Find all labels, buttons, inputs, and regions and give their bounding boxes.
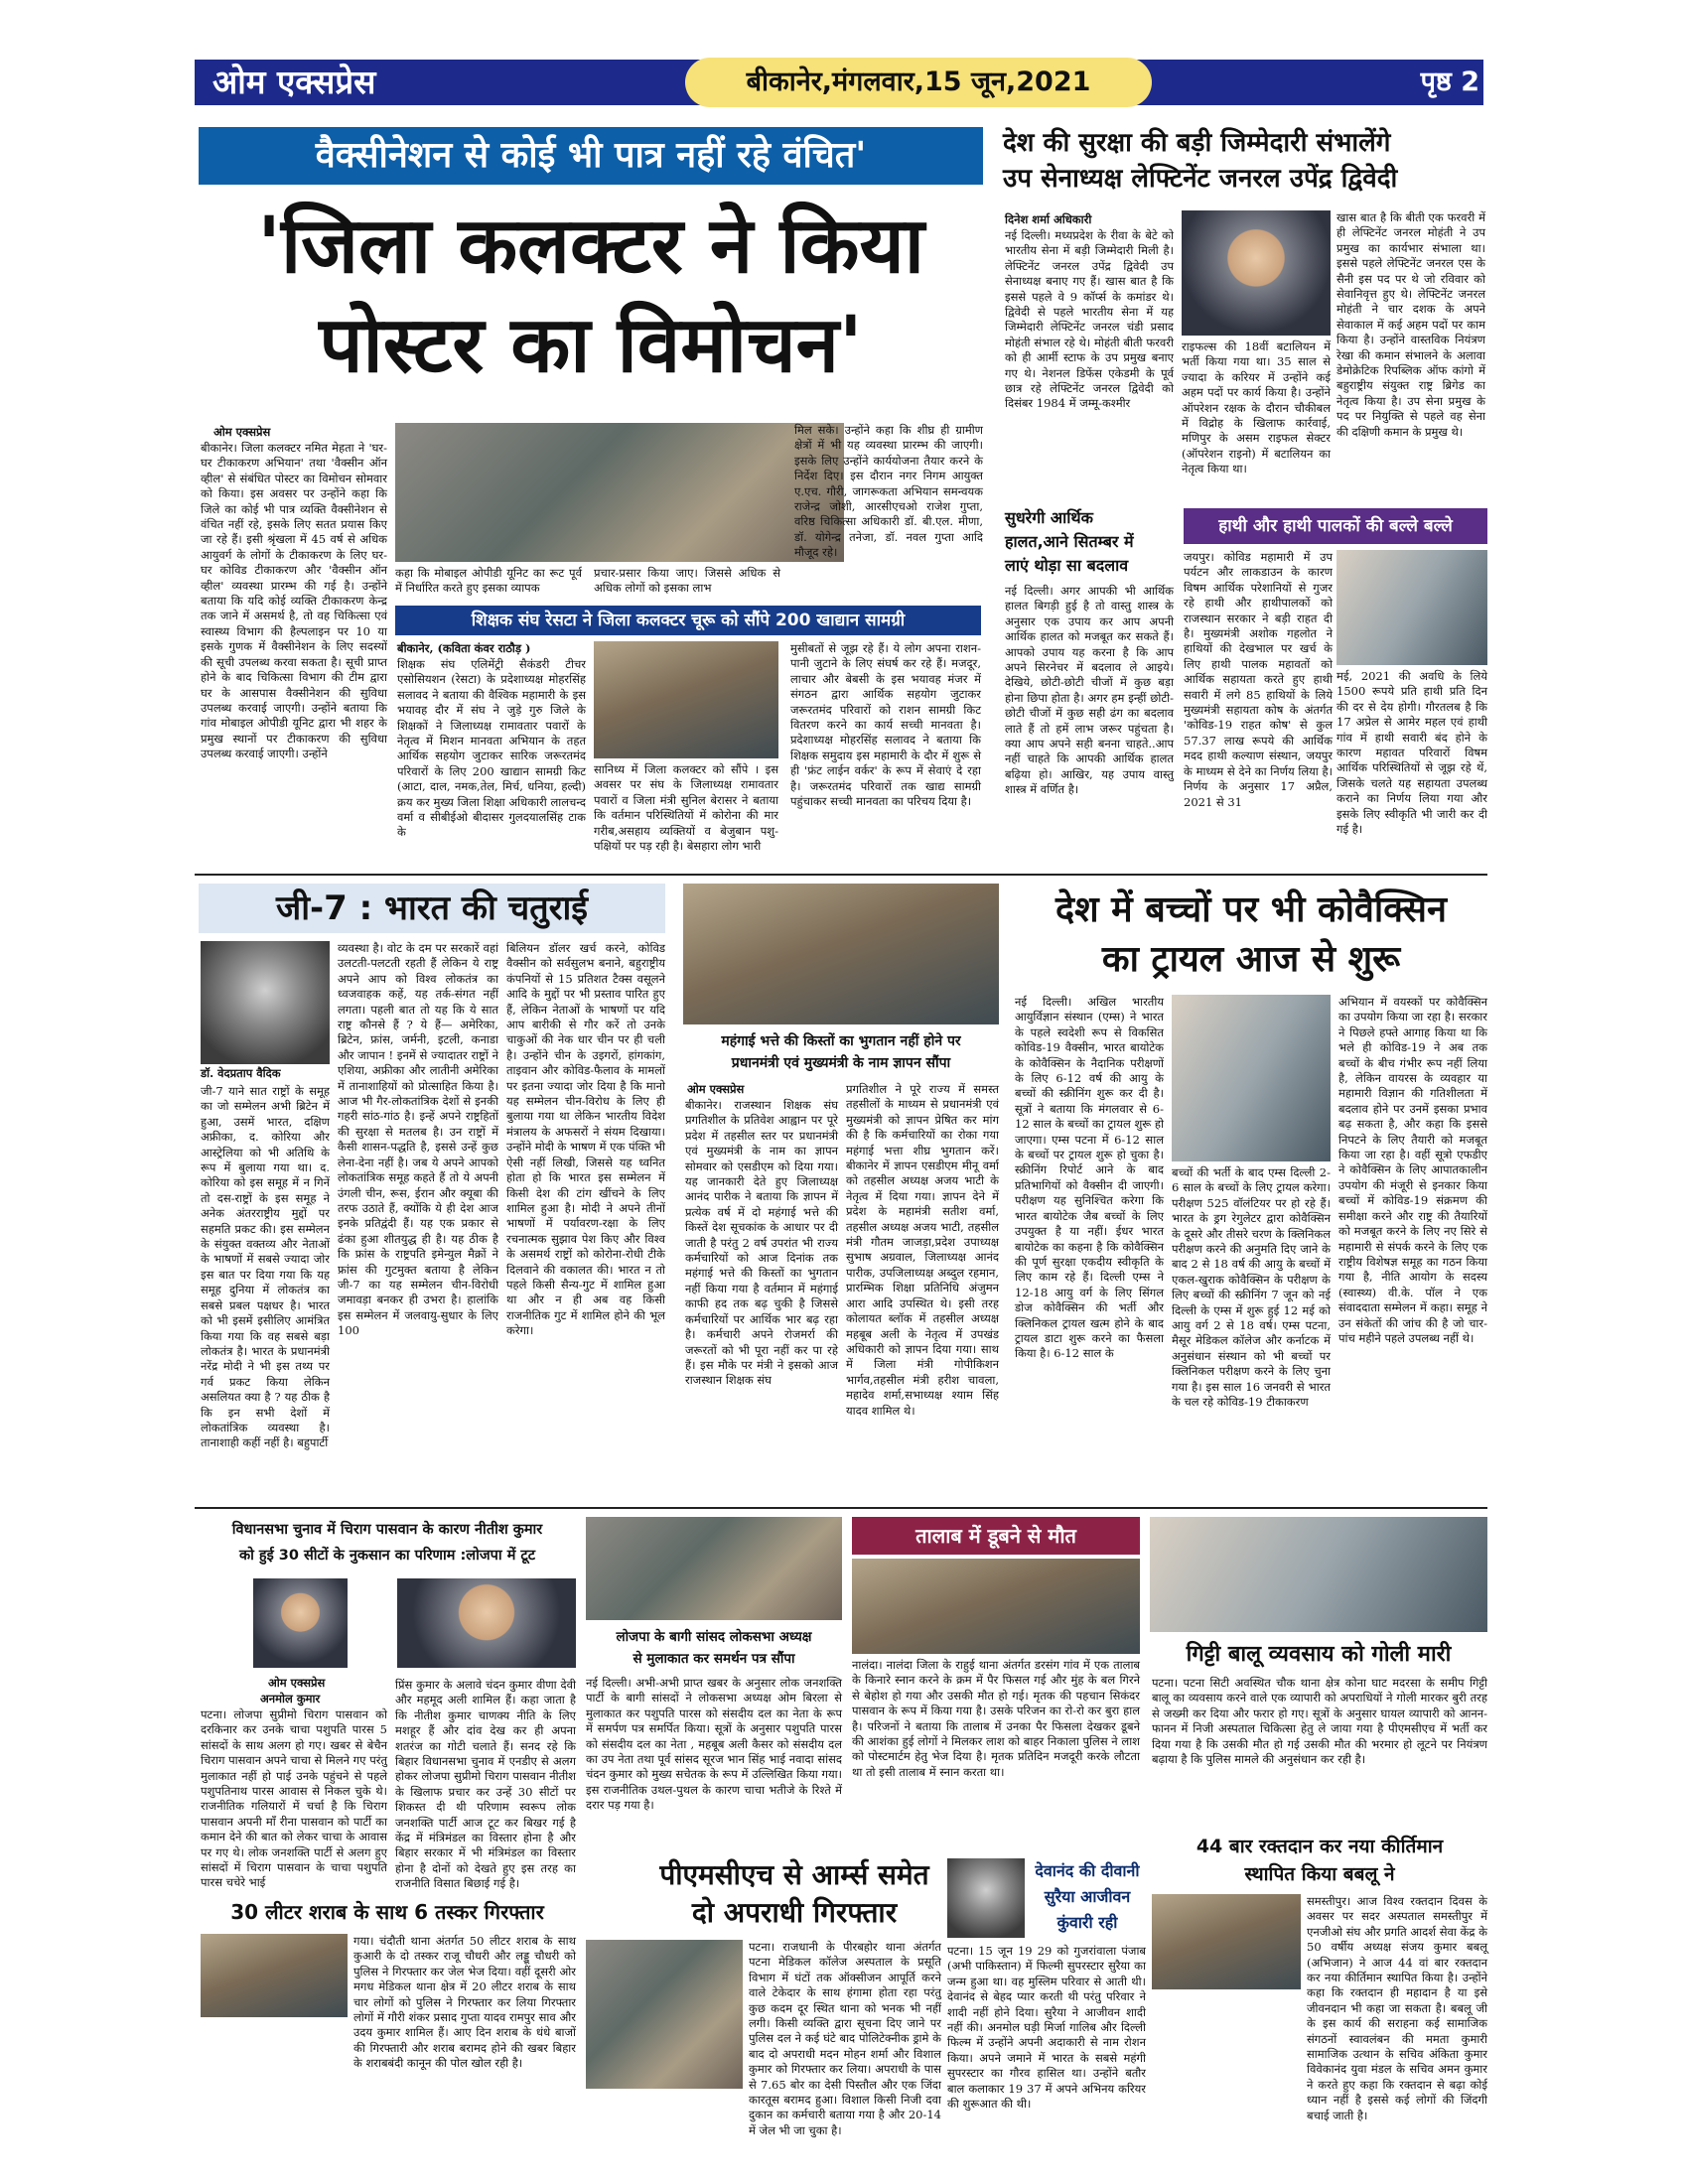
gitti-body: पटना। पटना सिटी अवस्थित चौक थाना क्षेत्र कोना घाट मदरसा के समीप गिट्टी बालू का व्यवसाय करने वाले एक व्यापारी को अपराधियों ने गोली मारकर बुरी तरह से जख्मी कर दिया और फरार हो गए। सूत्रों के अनुसार घायल व्यापारी को आनन-फानन में निजी अस्पताल चिकित्सा हेतु ले जाया गया है पीएमसीएच में भर्ती कर दिया गया है कि उसकी मौत हो गई उसकी मौत की भरमार हो लूटने पर नियंत्रण बढ़ाया है कि पुलिस मामले की अनुसंधान कर रही है। [1152,1676,1487,1767]
economy-headline-line1: सुधरेगी आर्थिक [1005,508,1093,527]
resta-byline: बीकानेर, (कविता कंवर राठौड़ ) [397,641,531,655]
gitti-headline: गिट्टी बालू व्यवसाय को गोली मारी [1186,1642,1452,1667]
pond-photo [852,1559,1140,1654]
army-byline: दिनेश शर्मा अधिकारी [1005,212,1092,226]
covaxin-body-col2: बच्चों की भर्ती के बाद एम्स दिल्ली 2-6 साल के बच्चों के लिए ट्रायल करेगा। परीक्षण 525 वॉलंटियर पर हो रहे हैं। भारत के ड्रग रेगुलेटर द्वारा कोवैक्सिन के दूसरे और तीसरे चरण के क्लिनिकल परीक्षण करने की अनुमति दिए जाने के बाद 2 से 18 वर्ष की आयु के बच्चों में एकल-खुराक कोवैक्सिन के परीक्षण के लिए बच्चों की स्क्रीनिंग 7 जून को नई दिल्ली के एम्स में शुरू हुई 12 मई को आयु वर्ग 2 से 18 वर्ष। एम्स पटना, मैसूर मेडिकल कॉलेज और कर्नाटक में अनुसंधान संस्थान को भी बच्चों पर क्लिनिकल परीक्षण करने के लिए चुना गया है। इस साल 16 जनवरी से भारत के चल रहे कोविड-19 टीकाकरण [1172,1165,1332,1410]
masthead-date: बीकानेर,मंगलवार,15 जून,2021 [685,58,1152,107]
resta-body-col3: मुसीबतों से जूझ रहे हैं। ये लोग अपना राशन-पानी जुटाने के लिए संघर्ष कर रहे हैं। मजदूर, लाचार और बेबसी के इस भयावह मंजर में संगठन द्वारा आर्थिक सहयोग जुटाकर जरूरतमंद परिवारों को राशन सामग्री किट वितरण करने का कार्य सच्ची मानवता है। प्रदेशाध्यक्ष मोहरसिंह सलावद ने बताया कि शिक्षक समुदाय इस महामारी के दौर में शुरू से ही 'फ्रंट लाईन वर्कर' के रूप में सेवाएं दे रहा है। जरूरतमंद परिवारों तक खाद्य सामग्री पहुंचाकर सच्ची मानवता का परिचय दिया है। [790,641,981,809]
resta-photo [594,641,778,758]
da-headline-line1: महंगाई भत्ते की किस्तों का भुगतान नहीं होने पर [721,1033,961,1049]
covaxin-photo [1172,995,1331,1161]
lead-kicker: वैक्सीनेशन से कोई भी पात्र नहीं रहे वंचित' [315,135,867,176]
pond-body: नालंदा। नालंदा जिला के राहुई थाना अंतर्गत डरसंग गांव में एक तालाब के किनारे स्नान करने के क्रम में पैर फिसल गई और मुंह के बल गिरने से बेहोश हो गया और उसकी मौत हो गई। मृतक की पहचान सिकंदर पासवान के रूप में किया गया है। उसके परिजन का रो-रो कर बुरा हाल है। परिजनों ने बताया कि तालाब में उनका पैर फिसला देखकर डूबने की आशंका हुई लोगों ने मिलकर लाश को बाहर निकाला पुलिस ने लाश को पोस्टमार्टम हेतु भेज दिया है। मृतक प्रतिदिन मजदूरी करके लौटता था तो इसी तालाब में स्नान करता था। [852,1658,1140,1779]
gitti-photo [1150,1517,1487,1632]
chirag-photo-nitish [253,1578,348,1668]
suraiya-headline-line3: कुंवारी रही [1056,1913,1118,1932]
section-divider-2 [195,1507,1487,1509]
da-body-col1: बीकानेर। राजस्थान शिक्षक संघ प्रगतिशील के प्रतिवेश आह्वान पर पूरे प्रदेश में तहसील स्तर पर प्रधानमंत्री एवं मुख्यमंत्री के नाम का ज्ञापन सोमवार को एसडीएम को दिया गया। यह जानकारी देते हुए जिलाध्यक्ष आनंद पारीक ने बताया कि ज्ञापन में प्रत्येक वर्ष में दो महंगाई भत्ते की किस्तें देश सूचकांक के आधार पर दी जाती है परंतु 2 वर्ष उपरांत भी राज्य कर्मचारियों को आज दिनांक तक महंगाई भत्ते की किस्तों का भुगतान नहीं किया गया है वर्तमान में महंगाई काफी हद तक बढ़ चुकी है जिससे कर्मचारियों पर आर्थिक भार बढ़ रहा है। कर्मचारी अपने रोजमर्रा की जरूरतों को भी पूरा नहीं कर पा रहे हैं। इस मौके पर मंत्री ने इसको आज राजस्थान शिक्षक संघ [685,1098,838,1388]
economy-headline-line2: हालत,आने सितम्बर में [1005,532,1134,551]
g7-headline: जी-7 : भारत की चतुराई [275,888,589,928]
lead-body-col1: बीकानेर। जिला कलक्टर नमित मेहता ने 'घर-घर टीकाकरण अभियान' तथा 'वैक्सीन ऑन व्हील' से संबंधित पोस्टर का विमोचन सोमवार को किया। इस अवसर पर उन्होंने कहा कि जिले का कोई भी पात्र व्यक्ति वैक्सीनेशन से वंचित नहीं रहे, इसके लिए सतत प्रयास किए जा रहे हैं। इसी श्रृंखला में 45 वर्ष से अधिक आयुवर्ग के लोगों के टीकाकरण के लिए घर-घर कोविड टीकाकरण और 'वैक्सीन ऑन व्हील' व्यवस्था प्रारम्भ की गई है। उन्होंने बताया कि यदि कोई व्यक्ति टीकाकरण केन्द्र तक जाने में असमर्थ है, तो वह चिकित्सा एवं स्वास्थ्य विभाग की हैल्पलाइन पर 10 या इसके गुणक में वैक्सीनेशन के लिए सदस्यों की सूची उपलब्ध करवा सकता है। सूची प्राप्त होने के बाद चिकित्सा विभाग की टीम द्वारा घर के आसपास वैक्सीनेशन की सुविधा उपलब्ध करवाई जाएगी। उन्होंने बताया कि गांव मोबाइल ओपीडी यूनिट द्वारा भी शहर के प्रमुख स्थानों पर टीकाकरण की सुविधा उपलब्ध करवाई जाएगी। उन्होंने [201,441,387,761]
masthead-title: ओम एक्सप्रेस [212,63,376,101]
ljp-headline-line2: से मुलाकात कर समर्थन पत्र सौंपा [633,1651,795,1667]
chirag-byline: ओम एक्सप्रेस [268,1676,326,1690]
g7-body-col2: व्यवस्था है। वोट के दम पर सरकारें वहां उलटती-पलटती रहती हैं लेकिन ये राष्ट्र अपने आप को विश्व लोकतंत्र का ध्वजवाहक कहें, यह तर्क-संगत नहीं लगता। पहली बात तो यह कि ये सात राष्ट्र कौनसे हैं ? ये हैं— अमेरिका, ब्रिटेन, फ्रांस, जर्मनी, इटली, कनाडा और जापान ! इनमें से ज्यादातर राष्ट्रों ने एशिया, अफ्रीका और लातीनी अमेरिका में तानाशाहियों को प्रोत्साहित किया है। आज भी गैर-लोकतांत्रिक देशों से इनकी गहरी सांठ-गांठ है। इन्हें अपने राष्ट्रहितों की सुरक्षा से मतलब है। उन राष्ट्रों में कैसी शासन-पद्धति है, इससे उन्हें कुछ लेना-देना नहीं है। जब ये अपने आपको लोकतांत्रिक समूह कहते हैं तो ये अपनी उंगली चीन, रूस, ईरान और क्यूबा की तरफ उठाते हैं, क्योंकि ये ही देश आज इनके प्रतिद्वंदी हैं। यह एक प्रकार से ढंका हुआ शीतयुद्ध ही है। यह ठीक है कि फ्रांस के राष्ट्रपति इमेन्युल मैक्रों ने फ्रांस की गुटमुक्त बताया है लेकिन जी-7 का यह सम्मेलन चीन-विरोधी जमावड़ा बनकर ही उभरा है। हालांकि इस सम्मेलन में जलवायु-सुधार के लिए 100 [338,941,498,1338]
suraiya-photo [947,1858,1025,1938]
lead-headline-line1: 'जिला कलक्टर ने किया [257,202,924,291]
elephant-body-col1: जयपुर। कोविड महामारी में उप पर्यटन और लाकडाउन के कारण विषम आर्थिक परेशानियों से गुजर रहे हाथी और हाथीपालकों को राजस्थान सरकार ने बड़ी राहत दी है। मुख्यमंत्री अशोक गहलोत ने हाथियों की देखभाल पर खर्च के लिए हाथी पालक महावतों को आर्थिक सहायता करते हुए हाथी सवारी में लगे 85 हाथियों के लिये मुख्यमंत्री सहायता कोष के अंतर्गत 'कोविड-19 राहत कोष' से कुल 57.37 लाख रूपये की आर्थिक मदद हाथी कल्याण संस्थान, जयपुर के माध्यम से देने का निर्णय लिया है। निर्णय के अनुसार 17 अप्रैल, 2021 से 31 [1184,550,1333,809]
lead-byline: ओम एक्सप्रेस [213,425,271,439]
lead-headline-line2: पोस्टर का विमोचन' [319,301,863,390]
g7-author-photo [201,941,330,1064]
covaxin-headline-line1: देश में बच्चों पर भी कोवैक्सिन [1055,889,1447,930]
covaxin-body-col3: अभियान में वयस्कों पर कोवैक्सिन का उपयोग किया जा रहा है। सरकार ने पिछले हफ्ते आगाह किया था कि भले ही कोविड-19 ने अब तक बच्चों के बीच गंभीर रूप नहीं लिया है, लेकिन वायरस के व्यवहार या महामारी विज्ञान की गतिशीलता में बदलाव होने पर उनमें इसका प्रभाव बढ़ सकता है, और कहा कि इससे निपटने के लिए तैयारी को मजबूत किया जा रहा है। वहीं सूत्रो एफडीए ने कोवैक्सिन के लिए आपातकालीन उपयोग की मंजूरी से इनकार किया बच्चों में कोविड-19 संक्रमण की समीक्षा करने और राष्ट्र की तैयारियों को मजबूत करने के लिए नए सिरे से महामारी से संपर्क करने के लिए एक राष्ट्रीय विशेषज्ञ समूह का गठन किया गया है, नीति आयोग के सदस्य (स्वास्थ्य) वी.के. पॉल ने एक संवाददाता सम्मेलन में कहा। समूह ने उन संकेतों की जांच की है जो चार-पांच महीने पहले उपलब्ध नहीं थे। [1338,995,1487,1345]
pmch-photo [586,1940,743,2089]
elephant-headline: हाथी और हाथी पालकों की बल्ले बल्ले [1218,516,1453,536]
army-headline-line1: देश की सुरक्षा की बड़ी जिम्मेदारी संभालेंगे [1003,128,1391,158]
masthead-page-number: पृष्ठ 2 [1420,67,1479,97]
chirag-photo-paswan [397,1578,576,1668]
resta-headline: शिक्षक संघ रेसटा ने जिला कलक्टर चूरू को सौंपे 200 खाद्यान सामग्री [471,611,906,630]
elephant-body-col2: मई, 2021 की अवधि के लिये 1500 रूपये प्रति हाथी प्रति दिन की दर से देय होगी। गौरतलब है कि 17 अप्रेल से आमेर महल एवं हाथी गांव में हाथी सवारी बंद होने के कारण महावत परिवारों विषम आर्थिक परिस्थितियों से जूझ रहे थें, जिसके चलते यह सहायता उपलब्ध कराने का निर्णय लिया गया और इसके लिए स्वीकृति भी जारी कर दी गई है। [1336,669,1487,837]
da-byline: ओम एक्सप्रेस [687,1082,745,1096]
g7-body-col3: बिलियन डॉलर खर्च करने, कोविड वैक्सीन को सर्वसुलभ बनाने, बहुराष्ट्रीय कंपनियों से 15 प्रतिशत टैक्स वसूलने आदि के मुद्दों पर भी प्रस्ताव पारित हुए हैं, लेकिन नेताओं के भाषणों पर यदि आप बारीकी से गौर करें तो उनके चाकुओं की नेक धार चीन पर ही चली है। उन्होंने चीन के उइगरों, हांगकांग, ताइवान और कोविड-फैलाव के मामलों पर इतना ज्यादा जोर दिया है कि मानो यह सम्मेलन चीन-विरोध के लिए ही बुलाया गया था लेकिन भारतीय विदेश मंत्रालय के अफसरों ने संयम दिखाया। उन्होंने मोदी के भाषण में एक पंक्ति भी ऐसी नहीं लिखी, जिससे यह ध्वनित होता हो कि भारत इस सम्मेलन में किसी देश की टांग खींचने के लिए शामिल हुआ है। मोदी ने अपने तीनों भाषणों में पर्यावरण-रक्षा के लिए रचनात्मक सुझाव पेश किए और विश्व के असमर्थ राष्ट्रों को कोरोना-रोधी टीके दिलवाने की वकालत की। भारत न तो पहले किसी सैन्य-गुट में शामिल हुआ था और न ही अब वह किसी राजनीतिक गुट में शामिल होने की भूल करेगा। [506,941,665,1338]
army-portrait-photo [1182,210,1331,336]
resta-body-col1: शिक्षक संघ एलिमेंट्री सैकंडरी टीचर एसोसियशन (रेसटा) के प्रदेशाध्यक्ष मोहरसिंह सलावद ने बताया की वैश्विक महामारी के इस भयावह दौर में संघ ने जुड़े गुरु जिले के शिक्षकों ने जिलाध्यक्ष रामावतार पवारों के नेतृत्व में मिशन मानवता अभियान के तहत आर्थिक सहयोग जुटाकर सारिक जरूरतमंद परिवारों के लिए 200 खाद्यान सामग्री किट (आटा, दाल, नमक,तेल, मिर्च, धनिया, हल्दी) क्रय कर मुख्य जिला शिक्षा अधिकारी लालचन्द वर्मा व सीबीईओ बीदासर गुलदयालसिंह टाक के [397,657,586,840]
g7-body-col1: जी-7 याने सात राष्ट्रों के समूह का जो सम्मेलन अभी ब्रिटेन में हुआ, उसमें भारत, दक्षिण अफ्रीका, द. कोरिया और आस्ट्रेलिया को भी अतिथि के रूप में बुलाया गया था। द. कोरिया को इस समूह में न गिनें तो दस-राष्ट्रों के इस समूह ने अनेक अंतरराष्ट्रीय मुद्दों पर सहमति प्रकट की। इस सम्मेलन के संयुक्त वक्तव्य और नेताओं के भाषणों में सबसे ज्यादा जोर इस बात पर दिया गया कि यह समूह दुनिया में लोकतंत्र का सबसे प्रबल पक्षधर है। भारत को भी इसमें इसीलिए आमंत्रित किया गया कि वह सबसे बड़ा लोकतंत्र है। भारत के प्रधानमंत्री नरेंद्र मोदी ने भी इस तथ्य पर गर्व प्रकट किया लेकिन असलियत क्या है ? यह ठीक है कि इन सभी देशों में लोकतांत्रिक व्यवस्था है। तानाशाही कहीं नहीं है। बहुपार्टी [201,1084,330,1450]
liquor-body: गया। चंदौती थाना अंतर्गत 50 लीटर शराब के साथ कुआरी के दो तस्कर राजू चौधरी और लड्डू चौधरी को पुलिस ने गिरफ्तार कर जेल भेज दिया। वहीं दूसरी ओर मगध मेडिकल थाना क्षेत्र में 20 लीटर शराब के साथ चार लोगों को पुलिस ने गिरफ्तार कर लिया गिरफ्तार लोगों में गौरी शंकर प्रसाद गुप्ता यादव रामपुर साव और उदय कुमार शामिल हैं। आए दिन शराब के धंधे बाजों की गिरफ्तारी और शराब बरामद होने की खबर बिहार के शराबबंदी कानून की पोल खोल रही है। [353,1934,576,2071]
elephant-photo [1336,550,1487,665]
chirag-headline-line1: विधानसभा चुनाव में चिराग पासवान के कारण नीतीश कुमार [231,1522,543,1538]
army-body-col3: खास बात है कि बीती एक फरवरी में ही लेफ्टिनेंट जनरल मोहंती ने उप प्रमुख का कार्यभार संभाला था। इससे पहले लेफ्टिनेंट जनरल एस के सैनी इस पद पर थे जो रविवार को सेवानिवृत्त हुए थे। लेफ्टिनेंट जनरल मोहंती ने चार दशक के अपने सेवाकाल में कई अहम पदों पर काम किया है। उन्होंने वास्तविक नियंत्रण रेखा की कमान संभालने के अलावा डेमोक्रेटिक रिपब्लिक ऑफ कांगो में बहुराष्ट्रीय संयुक्त राष्ट्र ब्रिगेड का नेतृत्व किया है। उप सेना प्रमुख के पद पर नियुक्ति से पहले वह सेना की दक्षिणी कमान के प्रमुख थे। [1336,210,1485,439]
da-headline-line2: प्रधानमंत्री एवं मुख्यमंत्री के नाम ज्ञापन सौंपा [731,1055,951,1071]
pmch-body: पटना। राजधानी के पीरबहोर थाना अंतर्गत पटना मेडिकल कॉलेज अस्पताल के प्रसूति विभाग में घंटों तक ऑक्सीजन आपूर्ति करने वाले टेकेदार के साथ हंगामा होता रहा परंतु कुछ कदम दूर स्थित थाना को भनक भी नहीं लगी। किसी व्यक्ति द्वारा सूचना दिए जाने पर पुलिस दल ने कई घंटे बाद पोलिटेक्नीक ड्रामे के बाद दो अपराधी मदन मोहन शर्मा और विशाल कुमार को गिरफ्तार कर लिया। अपराधी के पास से 7.65 बोर का देसी पिस्तौल और एक जिंदा कारतूस बरामद हुआ। विशाल किसी निजी दवा दुकान का कर्मचारी बताया गया है और 20-14 में जेल भी जा चुका है। [749,1940,941,2137]
covaxin-body-col1: नई दिल्ली। अखिल भारतीय आयुर्विज्ञान संस्थान (एम्स) ने भारत के पहले स्वदेशी रूप से विकसित कोविड-19 वैक्सीन, भारत बायोटेक के कोवैक्सिन के नैदानिक परीक्षणों के लिए 6-12 वर्ष की आयु के बच्चों की स्क्रीनिंग शुरू कर दी है। सूत्रों ने बताया कि मंगलवार से 6-12 साल के बच्चों का ट्रायल शुरू हो जाएगा। एम्स पटना में 6-12 साल के बच्चों पर ट्रायल शुरू हो चुका है। स्क्रीनिंग रिपोर्ट आने के बाद प्रतिभागियों को वैक्सीन दी जाएगी। परीक्षण यह सुनिश्चित करेगा कि भारत बायोटेक जैब बच्चों के लिए उपयुक्त है या नहीं। ईधर भारत बायोटेक का कहना है कि कोवैक्सिन की पूर्ण सुरक्षा एकदीय स्वीकृति के लिए काम रहे हैं। दिल्ली एम्स ने 12-18 आयु वर्ग के लिए सिंगल डोज कोवैक्सिन की भर्ती और क्लिनिकल ट्रायल खत्म होने के बाद ट्रायल डाटा शुरू करने का फैसला किया है। 6-12 साल के [1015,995,1164,1361]
economy-body: नई दिल्ली। अगर आपकी भी आर्थिक हालत बिगड़ी हुई है तो वास्तु शास्त्र के अनुसार एक उपाय कर आप अपनी आर्थिक हालत को मजबूत कर सकते हैं। आपको उपाय यह करना है कि आप अपने सिरनेचर में बदलाव ले आइये। देखिये, छोटी-छोटी चीजों में कुछ बड़ा होना छिपा होता है। अगर हम इन्हीं छोटी-छोटी चीजों में कुछ सही ढंग का बदलाव लाते हैं तो हमें लाभ जरूर पहुंचता है। क्या आप अपने सही बनना चाहते..आप नहीं चाहते कि आपकी आर्थिक हालत बढ़िया हो। आखिर, यह उपाय वास्तु शास्त्र में वर्णित है। [1005,584,1174,797]
blood-body: समस्तीपुर। आज विश्व रक्तदान दिवस के अवसर पर सदर अस्पताल समस्तीपुर में एनजीओ संघ और प्रगति आदर्श सेवा केंद्र के 50 वर्षीय अध्यक्ष संजय कुमार बबलू (अभिजान) ने आज 44 वां बार रक्तदान कर नया कीर्तिमान स्थापित किया है। उन्होंने कहा कि रक्तदान ही महादान है या इसे जीवनदान भी कहा जा सकता है। बबलू जी के इस कार्य की सराहना कई सामाजिक संगठनों स्वावलंबन की ममता कुमारी सामाजिक उत्थान के सचिव अंकिता कुमार विवेकानंद युवा मंडल के सचिव अमन कुमार ने करते हुए कहा कि रक्तदान से बढ़ा कोई ध्यान नहीं है इससे कई लोगों की जिंदगी बचाई जाती है। [1307,1894,1487,2122]
ljp-photo [586,1517,842,1620]
lead-body-col3: प्रचार-प्रसार किया जाए। जिससे अधिक से अधिक लोगों को इसका लाभ [594,566,780,596]
pmch-headline-line1: पीएमसीएच से आर्म्स समेत [659,1858,929,1891]
suraiya-headline-line2: सुरैया आजीवन [1044,1887,1131,1906]
lead-body-col2: कहा कि मोबाइल ओपीडी यूनिट का रूट पूर्व में निर्धारित करते हुए इसका व्यापक [395,566,582,596]
lead-body-col4: मिल सके। उन्होंने कहा कि शीघ्र ही ग्रामीण क्षेत्रों में भी यह व्यवस्था प्रारम्भ की जाएगी। इसके लिए उन्होंने कार्ययोजना तैयार करने के निर्देश दिए। इस दौरान नगर निगम आयुक्त ए.एच. गौरी, जागरूकता अभियान समन्वयक राजेन्द्र जोशी, आरसीएचओ राजेश गुप्ता, वरिष्ठ चिकित्सा अधिकारी डॉ. बी.एल. मीणा, डॉ. योगेन्द्र तनेजा, डॉ. नवल गुप्ता आदि मौजूद रहे। [794,423,983,560]
army-body-col1: नई दिल्ली। मध्यप्रदेश के रीवा के बेटे को भारतीय सेना में बड़ी जिम्मेदारी मिली है। लेफ्टिनेंट जनरल उपेंद्र द्विवेदी उप सेनाध्यक्ष बनाए गए हैं। खास बात है कि इससे पहले वे 9 कॉर्प्स के कमांडर थे। द्विवेदी से पहले भारतीय सेना में यह जिम्मेदारी लेफ्टिनेंट जनरल चंडी प्रसाद मोहंती संभाल रहे थे। मोहंती बीती फरवरी को ही आर्मी स्टाफ के उप प्रमुख बनाए गए थे। नेशनल डिफेंस एकेडमी के पूर्व छात्र रहे लेफ्टिनेंट जनरल द्विवेदी को दिसंबर 1984 में जम्मू-कश्मीर [1005,228,1174,411]
ljp-headline-line1: लोजपा के बागी सांसद लोकसभा अध्यक्ष [616,1629,812,1645]
chirag-reporter: अनमोल कुमार [260,1692,321,1706]
economy-headline-line3: लाएं थोड़ा सा बदलाव [1005,556,1129,575]
da-photo [683,884,999,1024]
blood-headline-line1: 44 बार रक्तदान कर नया कीर्तिमान [1196,1836,1444,1857]
resta-body-col2: सानिध्य में जिला कलक्टर को सौंपे । इस अवसर पर संघ के जिलाध्यक्ष रामावतार पवारों व जिला मंत्री सुनिल बेरासर ने बताया कि वर्तमान परिस्थितियों में कोरोना की मार गरीब,असहाय व्यक्तियों व बेजुबान पशु-पक्षियों पर पड़ रही है। बेसहारा लोग भारी [594,762,778,854]
army-body-col2: राइफल्स की 18वीं बटालियन में भर्ती किया गया था। 35 साल से ज्यादा के करियर में उन्होंने कई अहम पदों पर कार्य किया है। उन्होंने ऑपरेशन रक्षक के दौरान चौकीबल में विद्रोह के खिलाफ कार्रवाई, मणिपुर के असम राइफल सेक्टर (ऑपरेशन राइनो) में बटालियन का नेतृत्व किया था। [1182,340,1331,477]
ljp-body: नई दिल्ली। अभी-अभी प्राप्त खबर के अनुसार लोक जनशक्ति पार्टी के बागी सांसदों ने लोकसभा अध्यक्ष ओम बिरला से मुलाकात कर पशुपति पारस को संसदीय दल का नेता के रूप में समर्पण पत्र समर्पित किया। सूत्रों के अनुसार पशुपति पारस को संसदीय दल का नेता , महबूब अली कैसर को संसदीय दल का उप नेता तथा पूर्व सांसद सूरज भान सिंह भाई नवादा सांसद चंदन कुमार को मुख्य सचेतक के रूप में उल्लिखित किया गया। इस राजनीतिक उथल-पुथल के कारण चाचा भतीजे के रिश्ते में दरार पड़ गया है। [586,1676,842,1813]
suraiya-headline-line1: देवानंद की दीवानी [1035,1861,1140,1880]
pond-headline: तालाब में डूबने से मौत [915,1524,1076,1548]
chirag-body-col2: प्रिंस कुमार के अलावे चंदन कुमार वीणा देवी और महमूद अली शामिल हैं। कहा जाता है कि नीतीश कुमार चाणक्य नीति के लिए मशहूर हैं और दांव देख कर ही अपना शतरंज का गोटी चलाते हैं। सनद रहे कि बिहार विधानसभा चुनाव में एनडीए से अलग होकर लोजपा सुप्रीमो चिराग पासवान नीतीश के खिलाफ प्रचार कर उन्हें 30 सीटों पर शिकस्त दी थी परिणाम स्वरूप लोक जनशक्ति पार्टी आज टूट कर बिखर गई है केंद्र में मंत्रिमंडल का विस्तार होना है और बिहार सरकार में भी मंत्रिमंडल का विस्तार होना है दोनों को देखते हुए इस तरह का राजनीति विसात बिछाई गई है। [395,1678,576,1891]
chirag-headline-line2: को हुई 30 सीटों के नुकसान का परिणाम :लोजपा में टूट [238,1548,536,1564]
g7-author: डॉ. वेदप्रताप वैदिक [201,1066,281,1080]
lead-photo-poster-release [395,423,844,562]
liquor-headline: 30 लीटर शराब के साथ 6 तस्कर गिरफ्तार [230,1900,544,1924]
chirag-body-col1: पटना। लोजपा सुप्रीमो चिराग पासवान को दरकिनार कर उनके चाचा पशुपति पारस 5 सांसदों के साथ अलग हो गए। खबर से बेचैन चिराग पासवान अपने चाचा से मिलने गए परंतु मुलाकात नहीं हो पाई उनके पहुंचने से पहले पशुपतिनाथ पारस आवास से निकल चुके थे। राजनीतिक गलियारों में चर्चा है कि चिराग पासवान अपनी माँ रीना पासवान को पार्टी का कमान देने की बात को लेकर चाचा के आवास पर गए थे। लोक जनशक्ति पार्टी से अलग हुए सांसदों में चिराग पासवान के चाचा पशुपति पारस चचेरे भाई [201,1707,387,1890]
covaxin-headline-line2: का ट्रायल आज से शुरू [1101,939,1401,980]
da-body-col2: प्रगतिशील ने पूरे राज्य में समस्त तहसीलों के माध्यम से प्रधानमंत्री एवं मुख्यमंत्री को ज्ञापन प्रेषित कर मांग की है कि कर्मचारियों का रोका गया महंगाई भत्ता शीघ्र भुगतान करें। बीकानेर में ज्ञापन एसडीएम मीनू वर्मा को तहसील अध्यक्ष अजय भाटी के नेतृत्व में दिया गया। ज्ञापन देने में प्रदेश के महामंत्री सतीश वर्मा, तहसील अध्यक्ष अजय भाटी, तहसील मंत्री गौतम जाजड़ा,प्रदेश उपाध्यक्ष सुभाष अग्रवाल, जिलाध्यक्ष आनंद पारीक, उपजिलाध्यक्ष अब्दुल रहमान, प्रारम्भिक शिक्षा प्रतिनिधि अंजुमन आरा आदि उपस्थित थे। इसी तरह कोलायत ब्लॉक में तहसील अध्यक्ष महबूब अली के नेतृत्व में उपखंड अधिकारी को ज्ञापन दिया गया। साथ में जिला मंत्री गोपीकिशन भार्गव,तहसील मंत्री हरीश चावला, महादेव शर्मा,सभाध्यक्ष श्याम सिंह यादव शामिल थे। [846,1082,999,1418]
blood-headline-line2: स्थापित किया बबलू ने [1244,1863,1395,1885]
pmch-headline-line2: दो अपराधी गिरफ्तार [691,1896,898,1929]
suraiya-body: पटना। 15 जून 19 29 को गुजरांवाला पंजाब (अभी पाकिस्तान) में फिल्मी सुपरस्टार सुरैया का जन्म हुआ था। वह मुस्लिम परिवार से आती थी। देवानंद से बेहद प्यार करती थी परंतु परिवार ने शादी नहीं होने दिया। सुरैया ने आजीवन शादी नहीं की। अनमोल घड़ी मिर्जा गालिब और दिल्ली फिल्म में उन्होंने अपनी अदाकारी से नाम रोशन किया। अपने जमाने में भारत के सबसे महंगी सुपरस्टार का गौरव हासिल था। उन्होंने बतौर बाल कलाकार 19 37 में अपने अभिनय करियर की शुरूआत की थी। [947,1944,1146,2112]
section-divider [195,874,1487,876]
army-headline-line2: उप सेनाध्यक्ष लेफ्टिनेंट जनरल उपेंद्र द्विवेदी [1003,164,1398,194]
